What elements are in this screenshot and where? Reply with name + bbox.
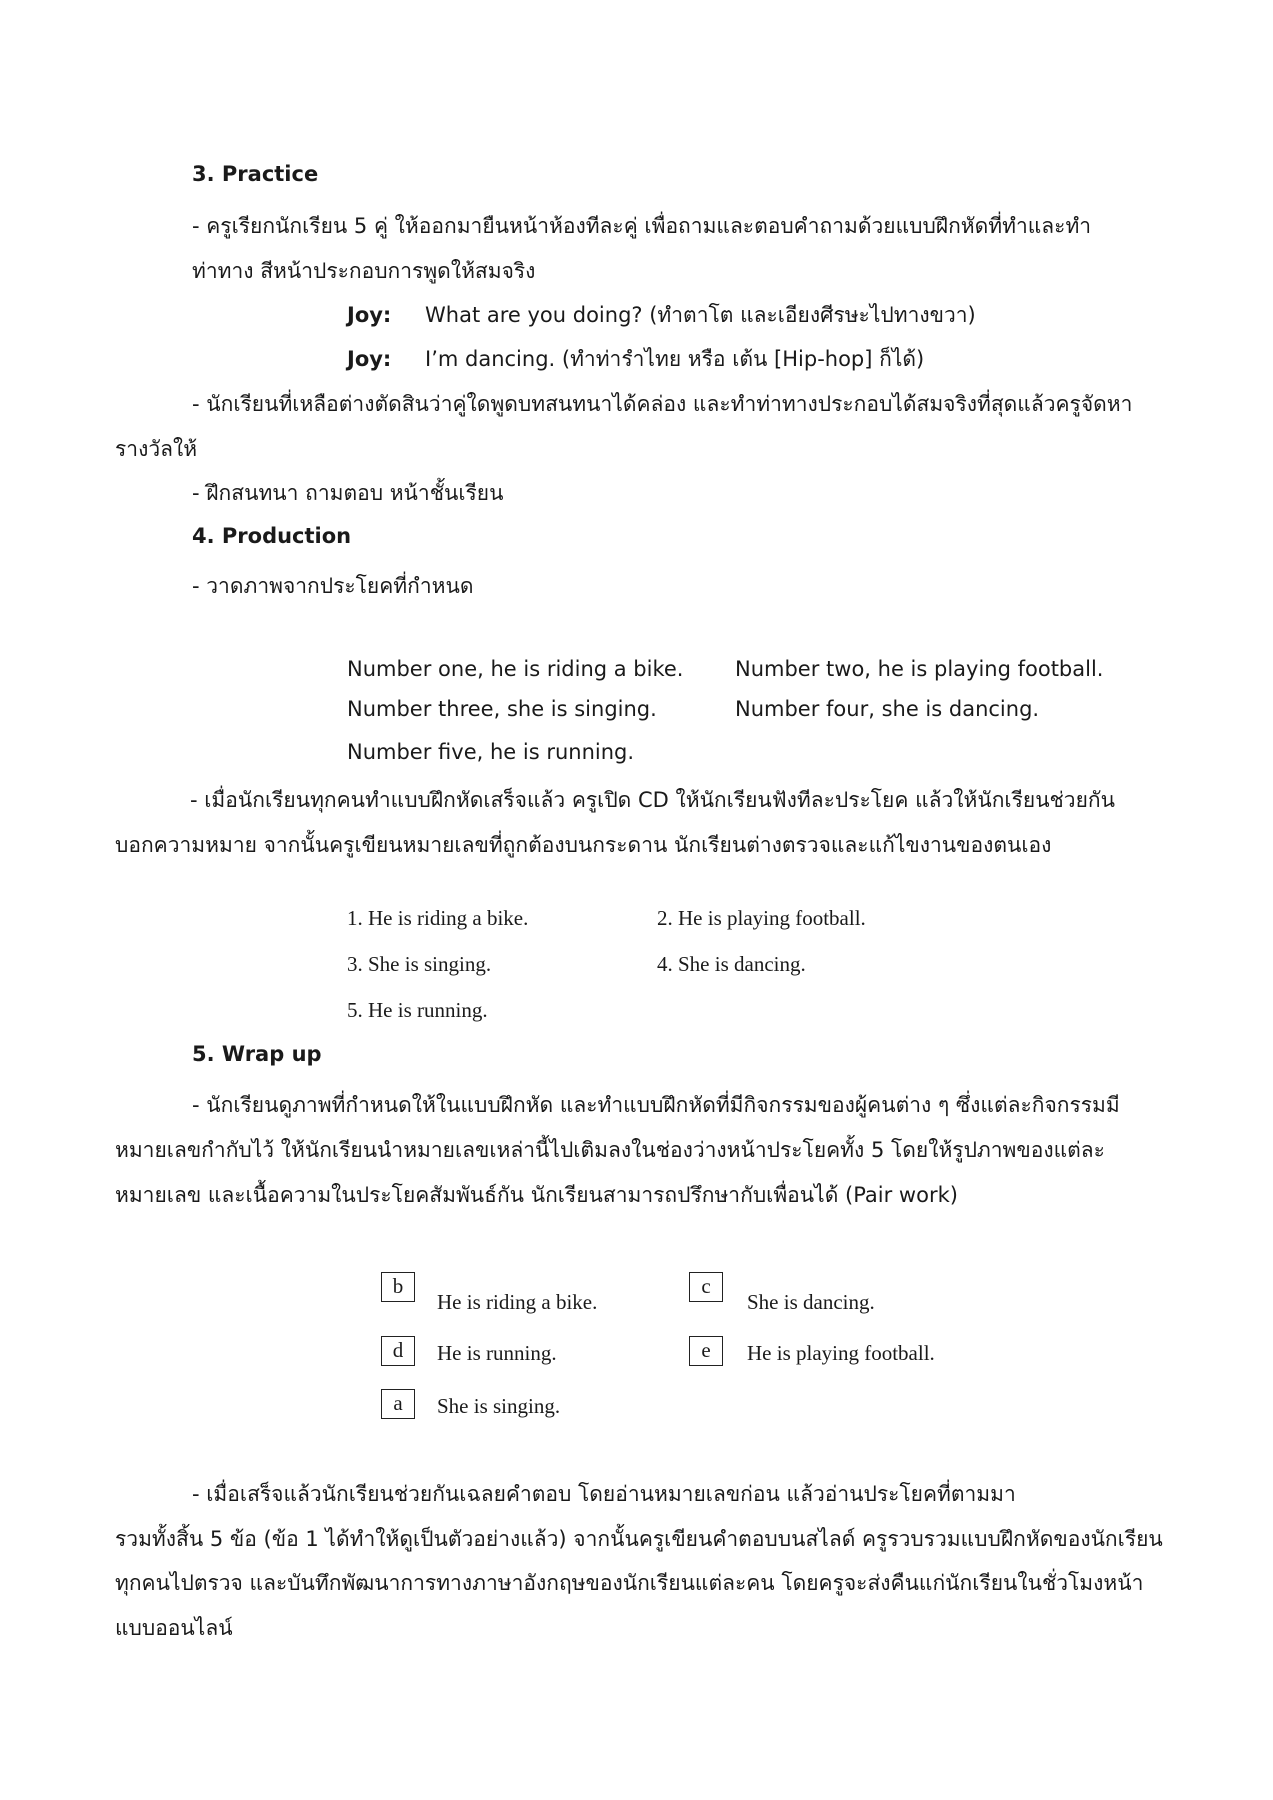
exercise-sentence: She is dancing. [747, 1290, 875, 1314]
dialog-speaker: Joy: [347, 347, 392, 371]
paragraph-line: ทุกคนไปตรวจ และบันทึกพัฒนาการทางภาษาอังกฤษของนักเรียนแต่ละคน โดยครูจะส่งคืนแก่นักเรียนในชั่วโมงหน้า [115, 1571, 1144, 1595]
sentence-item: Number four, she is dancing. [735, 697, 1040, 721]
answer-item: 4. She is dancing. [657, 952, 806, 976]
section-heading-wrapup: 5. Wrap up [192, 1042, 322, 1066]
paragraph-line: - วาดภาพจากประโยคที่กำหนด [192, 574, 474, 598]
section-heading-practice: 3. Practice [192, 162, 319, 186]
paragraph-line: แบบออนไลน์ [115, 1616, 233, 1640]
exercise-sentence: He is running. [437, 1341, 557, 1365]
answer-letter-box: d [381, 1336, 415, 1366]
paragraph-line: รวมทั้งสิ้น 5 ข้อ (ข้อ 1 ได้ทำให้ดูเป็นตัวอย่างแล้ว) จากนั้นครูเขียนคำตอบบนสไลด์ ครูรวบรวมแบบฝึกหัดของนักเรียน [115, 1527, 1163, 1551]
paragraph-line: - นักเรียนที่เหลือต่างตัดสินว่าคู่ใดพูดบทสนทนาได้คล่อง และทำท่าทางประกอบได้สมจริงที่สุดแล้วครูจัดหา [192, 392, 1133, 416]
paragraph-line: หมายเลข และเนื้อความในประโยคสัมพันธ์กัน นักเรียนสามารถปรึกษากับเพื่อนได้ (Pair work) [115, 1183, 958, 1207]
paragraph-line: - เมื่อเสร็จแล้วนักเรียนช่วยกันเฉลยคำตอบ โดยอ่านหมายเลขก่อน แล้วอ่านประโยคที่ตามมา [192, 1482, 1016, 1506]
dialog-line: What are you doing? (ทำตาโต และเอียงศีรษะไปทางขวา) [425, 303, 976, 327]
exercise-sentence: He is playing football. [747, 1341, 935, 1365]
answer-letter-box: b [381, 1272, 415, 1302]
answer-item: 2. He is playing football. [657, 906, 866, 930]
sentence-item: Number one, he is riding a bike. [347, 657, 684, 681]
answer-item: 5. He is running. [347, 998, 488, 1022]
paragraph-line: - ฝึกสนทนา ถามตอบ หน้าชั้นเรียน [192, 481, 504, 505]
paragraph-line: - เมื่อนักเรียนทุกคนทำแบบฝึกหัดเสร็จแล้ว ครูเปิด CD ให้นักเรียนฟังทีละประโยค แล้วให้นักเรียนช่วยกัน [190, 788, 1115, 812]
answer-letter-box: a [381, 1389, 415, 1419]
paragraph-line: - ครูเรียกนักเรียน 5 คู่ ให้ออกมายืนหน้าห้องทีละคู่ เพื่อถามและตอบคำถามด้วยแบบฝึกหัดที่ทำและทำ [192, 214, 1092, 238]
section-heading-production: 4. Production [192, 524, 352, 548]
paragraph-line: หมายเลขกำกับไว้ ให้นักเรียนนำหมายเลขเหล่านี้ไปเติมลงในช่องว่างหน้าประโยคทั้ง 5 โดยให้รูปภาพของแต่ละ [115, 1138, 1105, 1162]
sentence-item: Number two, he is playing football. [735, 657, 1104, 681]
paragraph-line: บอกความหมาย จากนั้นครูเขียนหมายเลขที่ถูกต้องบนกระดาน นักเรียนต่างตรวจและแก้ไขงานของตนเอง [115, 833, 1052, 857]
dialog-speaker: Joy: [347, 303, 392, 327]
answer-item: 3. She is singing. [347, 952, 492, 976]
paragraph-line: - นักเรียนดูภาพที่กำหนดให้ในแบบฝึกหัด และทำแบบฝึกหัดที่มีกิจกรรมของผู้คนต่าง ๆ ซึ่งแต่ละกิจกรรมมี [192, 1093, 1120, 1117]
sentence-item: Number three, she is singing. [347, 697, 657, 721]
exercise-sentence: He is riding a bike. [437, 1290, 598, 1314]
answer-item: 1. He is riding a bike. [347, 906, 529, 930]
answer-letter-box: e [689, 1336, 723, 1366]
dialog-line: I’m dancing. (ทำท่ารำไทย หรือ เต้น [Hip-hop] ก็ได้) [425, 347, 925, 371]
sentence-item: Number five, he is running. [347, 740, 635, 764]
answer-letter-box: c [689, 1272, 723, 1302]
paragraph-line: รางวัลให้ [115, 437, 198, 461]
exercise-sentence: She is singing. [437, 1394, 561, 1418]
paragraph-line: ท่าทาง สีหน้าประกอบการพูดให้สมจริง [192, 259, 536, 283]
